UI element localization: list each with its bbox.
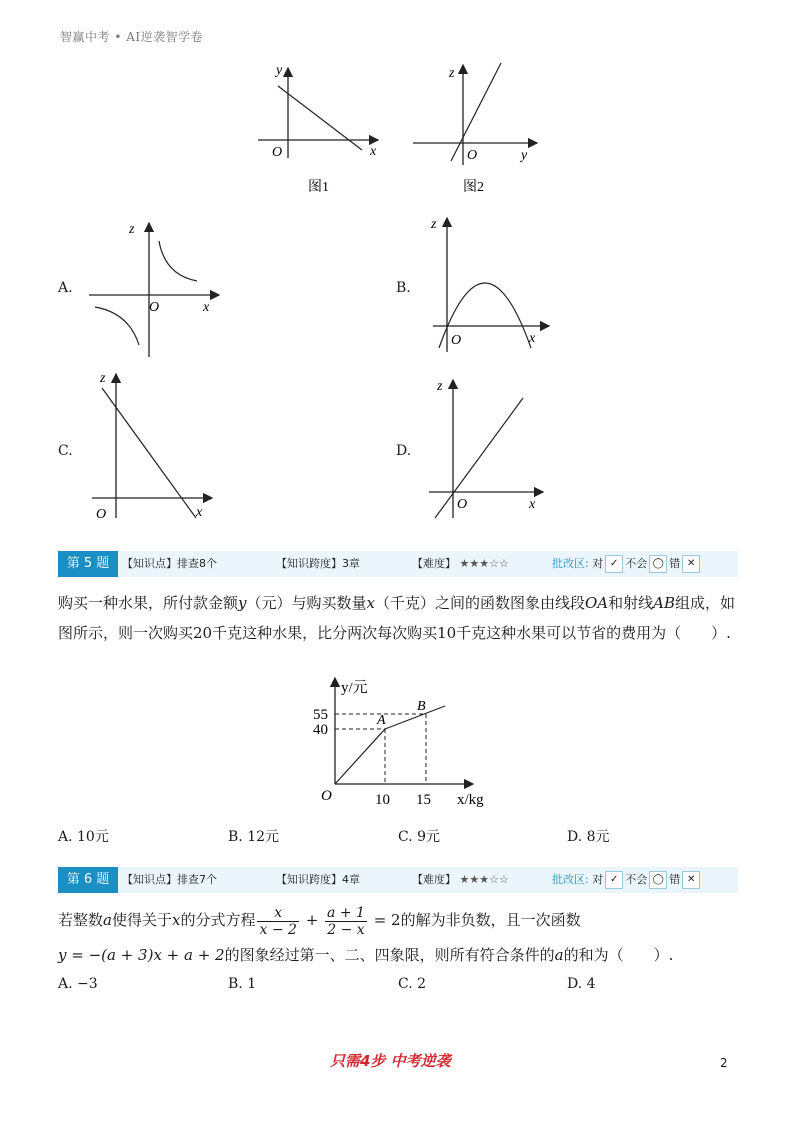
question-number: 第 5 题 xyxy=(58,551,118,577)
svg-text:x: x xyxy=(529,497,536,512)
option-a-graph[interactable] xyxy=(85,215,225,360)
svg-text:A: A xyxy=(377,713,386,728)
q6-option-d[interactable]: D. 4 xyxy=(567,976,596,992)
question-6-text: 若整数a使得关于x的分式方程 $\frac{x}{x - 2}$ + $\frac{a + 1}{2 - x}$ = 2的解为非负数，且一次函数 xyxy=(58,904,581,938)
check-right-box[interactable]: ✓ xyxy=(605,871,623,889)
origin-label: O xyxy=(272,145,283,160)
option-b-graph[interactable] xyxy=(425,210,555,355)
option-d-graph[interactable] xyxy=(425,372,555,522)
origin-label: O xyxy=(467,148,478,163)
svg-text:O: O xyxy=(149,300,160,315)
page-number: 2 xyxy=(720,1056,728,1070)
graph-line xyxy=(451,63,501,161)
svg-text:O: O xyxy=(321,788,332,804)
svg-text:55: 55 xyxy=(313,707,328,723)
svg-text:x: x xyxy=(196,505,203,520)
option-c-label: C. xyxy=(58,443,73,459)
svg-text:15: 15 xyxy=(416,792,431,808)
figure-1 xyxy=(250,60,390,195)
q5-option-c[interactable]: C. 9元 xyxy=(398,829,441,845)
q5-option-a[interactable]: A. 10元 xyxy=(58,829,109,845)
svg-text:x: x xyxy=(529,331,536,346)
grading-area: 批改区: 对 ✓ 不会 ◯ 错 ✕ xyxy=(552,551,702,577)
q5-option-b[interactable]: B. 12元 xyxy=(228,829,280,845)
fraction-1: $\frac{x}{x - 2}$ xyxy=(259,904,297,938)
q6-option-c[interactable]: C. 2 xyxy=(398,976,427,992)
svg-text:10: 10 xyxy=(375,792,390,808)
svg-text:O: O xyxy=(457,497,468,512)
question-5-graph xyxy=(305,672,505,812)
option-b-label: B. xyxy=(396,280,411,296)
option-d-label: D. xyxy=(396,443,412,459)
svg-text:z: z xyxy=(129,222,135,237)
svg-text:O: O xyxy=(451,333,462,348)
svg-text:z: z xyxy=(431,217,437,232)
question-6-text-line2: y = −(a + 3)x + a + 2的图象经过第一、二、四象限，则所有符合条件的a的和为（ ）. xyxy=(58,946,674,964)
q6-option-b[interactable]: B. 1 xyxy=(228,976,257,992)
svg-text:x: x xyxy=(203,300,210,315)
question-number: 第 6 题 xyxy=(58,867,118,893)
svg-text:40: 40 xyxy=(313,722,328,738)
option-a-label: A. xyxy=(58,280,73,296)
svg-text:z: z xyxy=(437,379,443,394)
y-label: y xyxy=(276,63,283,78)
q5-option-d[interactable]: D. 8元 xyxy=(567,829,610,845)
check-right-box[interactable]: ✓ xyxy=(605,555,623,573)
check-unknown-box[interactable]: ◯ xyxy=(649,871,667,889)
svg-text:B: B xyxy=(417,699,426,714)
question-5-text: 购买一种水果，所付款金额y（元）与购买数量x（千克）之间的函数图象由线段OA和射线AB组成，如图所示，则一次购买20千克这种水果，比分两次每次购买10千克这种水果可以节省的费用为（ ）. xyxy=(58,594,736,642)
q6-option-a[interactable]: A. −3 xyxy=(58,976,98,992)
figure-2 xyxy=(405,55,545,195)
fraction-2: $\frac{a + 1}{2 - x}$ xyxy=(327,904,365,938)
z-label: z xyxy=(449,66,455,81)
check-wrong-box[interactable]: ✕ xyxy=(682,871,700,889)
question-6-bar: 第 6 题 【知识点】排查7个 【知识跨度】4章 【难度】 ★★★☆☆ 批改区: 对 ✓ 不会 ◯ 错 ✕ xyxy=(58,867,738,893)
check-wrong-box[interactable]: ✕ xyxy=(682,555,700,573)
x-label: x xyxy=(370,144,377,159)
svg-text:y/元: y/元 xyxy=(341,680,368,696)
grading-area: 批改区: 对 ✓ 不会 ◯ 错 ✕ xyxy=(552,867,702,893)
svg-text:O: O xyxy=(96,507,107,522)
y-label: y xyxy=(521,148,528,163)
difficulty-stars: ★★★☆☆ xyxy=(459,873,509,886)
caption: 图2 xyxy=(463,180,484,195)
footer-logo: 只需4步 中考逆袭 xyxy=(330,1052,451,1070)
svg-text:x/kg: x/kg xyxy=(457,792,484,808)
svg-text:z: z xyxy=(100,371,106,386)
question-5-bar: 第 5 题 【知识点】排查8个 【知识跨度】3章 【难度】 ★★★☆☆ 批改区: 对 ✓ 不会 ◯ 错 ✕ xyxy=(58,551,738,577)
difficulty-stars: ★★★☆☆ xyxy=(459,557,509,570)
page-header: 智赢中考 • AI逆袭智学卷 xyxy=(60,30,204,44)
option-c-graph[interactable] xyxy=(88,368,218,523)
caption: 图1 xyxy=(308,180,329,195)
check-unknown-box[interactable]: ◯ xyxy=(649,555,667,573)
